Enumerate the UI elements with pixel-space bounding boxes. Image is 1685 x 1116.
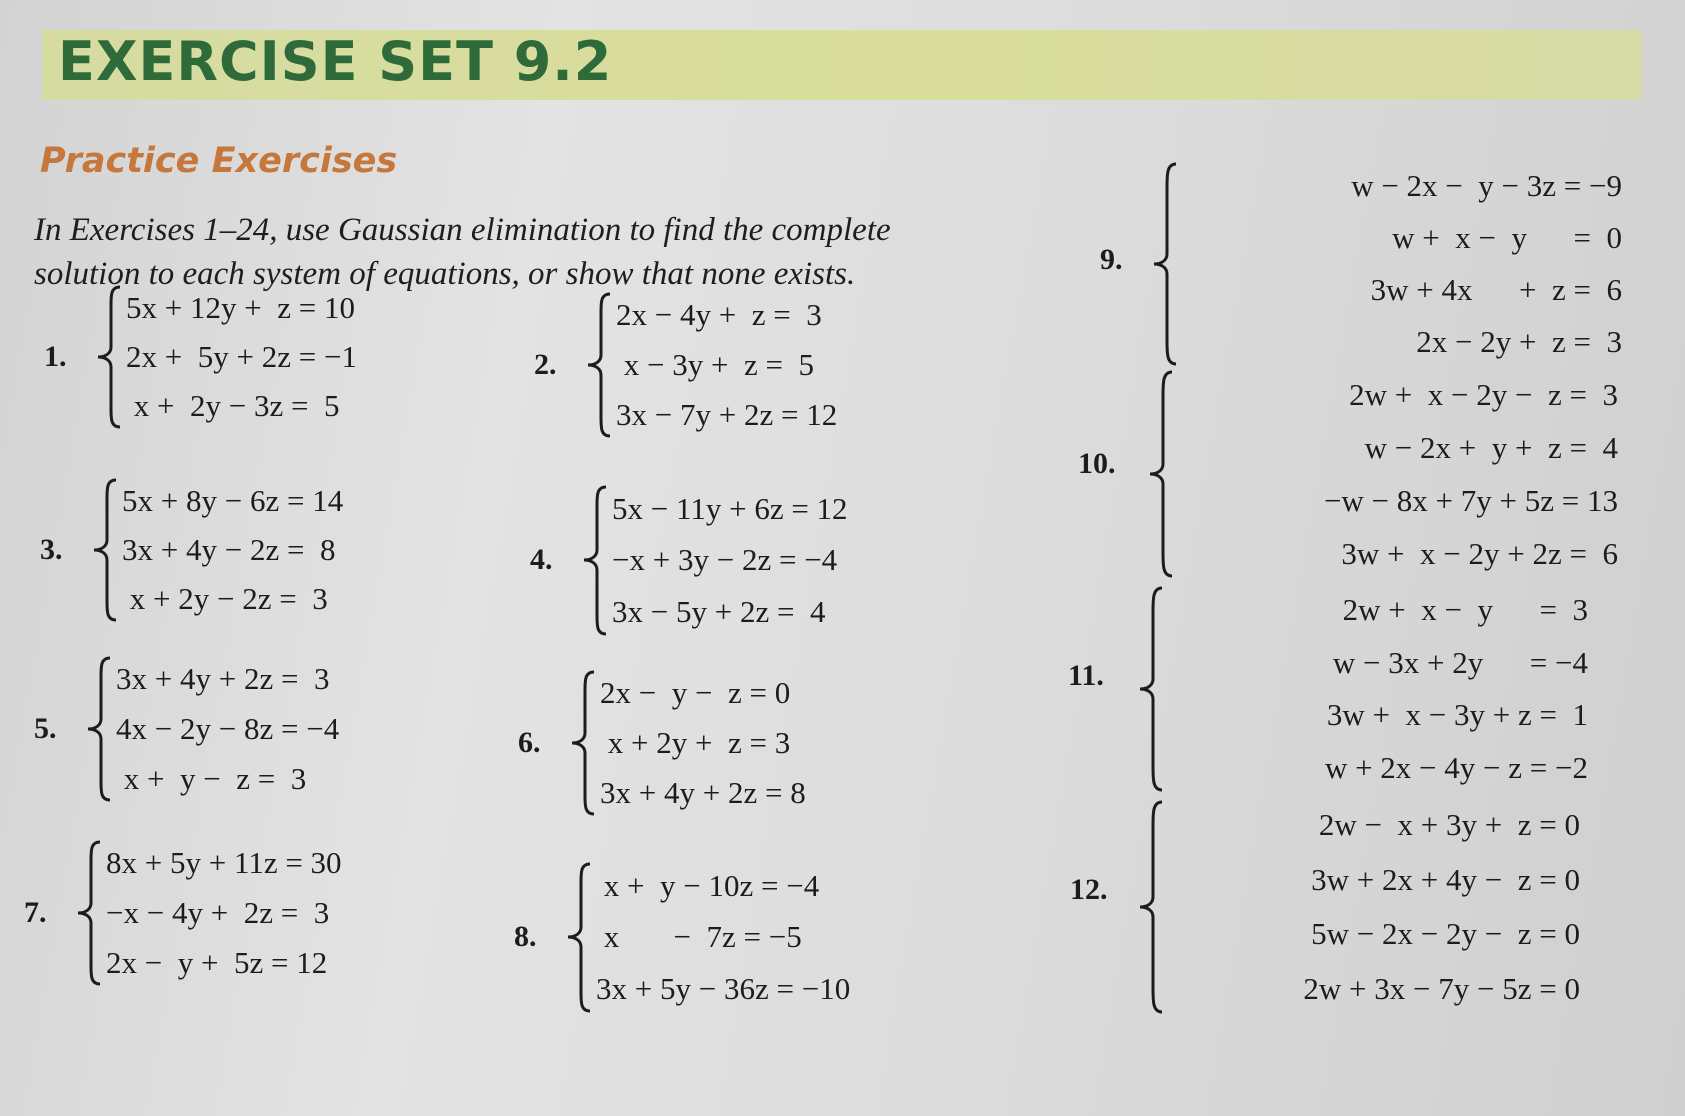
exercise-number: 9. (1100, 243, 1123, 276)
equation-row: w + x − y = 0 (1392, 220, 1622, 255)
equation-row: 5x − 11y + 6z = 12 (612, 490, 848, 526)
exercise-number: 6. (518, 726, 541, 759)
exercise-number: 2. (534, 348, 557, 381)
left-brace (1150, 160, 1180, 368)
equation-row: 5w − 2x − 2y − z = 0 (1311, 916, 1580, 952)
equation-row: 8x + 5y + 11z = 30 (106, 845, 342, 880)
left-brace (1136, 584, 1166, 794)
exercise-number: 1. (44, 340, 67, 373)
equation-row: 3w + x − 2y + 2z = 6 (1341, 535, 1618, 571)
equation-row: x + y − z = 3 (116, 761, 307, 796)
equation-row: w − 2x + y + z = 4 (1364, 429, 1618, 465)
equation-row: x − 7z = −5 (596, 919, 802, 955)
exercise-number: 11. (1068, 659, 1104, 692)
equation-row: 3x + 5y − 36z = −10 (596, 971, 851, 1007)
exercise-set-title: EXERCISE SET 9.2 (58, 30, 613, 93)
equation-row: 3x + 4y − 2z = 8 (122, 531, 336, 567)
exercise-11 (1068, 584, 1608, 794)
equation-row: 5x + 12y + z = 10 (126, 289, 355, 325)
exercise-5 (34, 654, 454, 804)
left-brace (74, 838, 104, 988)
equation-row: −x − 4y + 2z = 3 (106, 895, 330, 930)
equation-row: w − 2x − y − 3z = −9 (1351, 168, 1622, 203)
equation-row: 3w + 4x + z = 6 (1370, 272, 1622, 307)
exercise-number: 5. (34, 712, 57, 745)
exercise-9 (1100, 160, 1630, 368)
exercise-number: 8. (514, 920, 537, 953)
equation-row: 3x − 5y + 2z = 4 (612, 594, 826, 630)
exercise-2 (534, 290, 914, 440)
equation-row: −x + 3y − 2z = −4 (612, 542, 838, 578)
left-brace (84, 654, 114, 804)
left-brace (584, 290, 614, 440)
instructions-line-2: solution to each system of equations, or show that none exists. (34, 256, 856, 292)
exercise-12 (1070, 798, 1610, 1016)
equation-row: 3x + 4y + 2z = 3 (116, 661, 330, 696)
left-brace (94, 283, 124, 431)
exercise-3 (40, 476, 440, 624)
equation-row: 2w + 3x − 7y − 5z = 0 (1303, 970, 1580, 1006)
left-brace (568, 668, 598, 818)
equation-row: 2x − y + 5z = 12 (106, 945, 328, 980)
left-brace (564, 860, 594, 1015)
equation-row: 2x + 5y + 2z = −1 (126, 338, 357, 374)
exercise-6 (518, 668, 898, 818)
instructions-line-1: In Exercises 1–24, use Gaussian elimination to find the complete (34, 212, 891, 248)
equation-row: x + 2y − 2z = 3 (122, 581, 328, 617)
exercise-10 (1078, 368, 1628, 580)
section-title: Practice Exercises (40, 141, 398, 181)
equation-row: 2x − y − z = 0 (600, 675, 791, 710)
equation-row: −w − 8x + 7y + 5z = 13 (1323, 482, 1618, 518)
equation-row: 3x − 7y + 2z = 12 (616, 397, 838, 432)
exercise-number: 7. (24, 896, 47, 929)
equation-row: 2w + x − 2y − z = 3 (1349, 376, 1618, 412)
equation-row: 3x + 4y + 2z = 8 (600, 775, 806, 810)
equation-row: x − 3y + z = 5 (616, 347, 814, 382)
equation-row: x + 2y − 3z = 5 (126, 388, 340, 424)
equation-row: 2x − 4y + z = 3 (616, 297, 822, 332)
exercise-number: 3. (40, 533, 63, 566)
equation-row: x + 2y + z = 3 (600, 725, 791, 760)
exercise-7 (24, 838, 454, 988)
equation-row: x + y − 10z = −4 (596, 867, 820, 903)
equation-row: 5x + 8y − 6z = 14 (122, 482, 344, 518)
left-brace (1136, 798, 1166, 1016)
exercise-number: 10. (1078, 447, 1116, 480)
equation-row: 3w + x − 3y + z = 1 (1326, 697, 1588, 733)
equation-row: 4x − 2y − 8z = −4 (116, 711, 340, 746)
equation-row: 3w + 2x + 4y − z = 0 (1311, 861, 1580, 897)
exercise-number: 12. (1070, 873, 1108, 906)
exercise-1 (44, 283, 464, 431)
equation-row: 2w − x + 3y + z = 0 (1318, 807, 1580, 843)
left-brace (90, 476, 120, 624)
equation-row: w − 3x + 2y = −4 (1332, 644, 1588, 680)
left-brace (580, 483, 610, 638)
equation-row: 2x − 2y + z = 3 (1416, 324, 1622, 359)
exercise-number: 4. (530, 543, 553, 576)
equation-row: w + 2x − 4y − z = −2 (1324, 749, 1588, 785)
left-brace (1146, 368, 1176, 580)
exercise-8 (514, 860, 954, 1015)
exercise-4 (530, 483, 940, 638)
equation-row: 2w + x − y = 3 (1342, 592, 1588, 628)
